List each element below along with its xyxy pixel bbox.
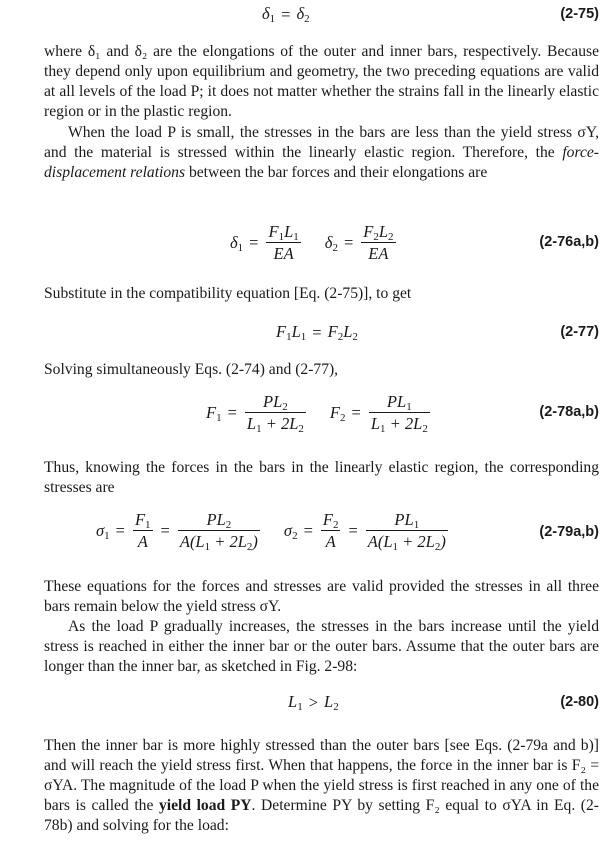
equation-2-78-body: $F_1$ = $\frac{PL_2}{L_1 + 2L_2}$ $F_2$ = $\frac{PL_1}{L_1 + 2L_2}$ [206,392,428,435]
equation-2-80-body: $L_1 > L_2$ [288,692,339,713]
equation-2-75 [44,2,599,46]
paragraph-load-increases: As the load P gradually increases, the stresses in the bars increase until the yield stress is reached in either the inner bar or the outer bars. Assume that the outer bars are longer than the inner bar, as sketched in Fig. 2-98: [44,618,599,675]
paragraph-small-load: When the load P is small, the stresses in the bars are less than the yield stress σY, and the material is stressed within the linearly elastic region. Therefore, the force-displacement relations between the bar forces and their elongations are [44,124,599,181]
equation-number: (2-76a,b) [539,234,599,250]
equation-2-80 [44,688,599,732]
equation-2-76-body: $\delta_1$ = $\frac{F_1L_1}{EA}$ $\delta_2$ = $\frac{F_2L_2}{EA}$ [230,222,394,263]
equation-2-79-body: $\sigma_1$ = $\frac{F_1}{A}$ = $\frac{PL_2}{A(L_1 + 2L_2)}$ $\sigma_2$ = $\frac{F_2}{A}$ = $\frac{PL_1}{A(L_1 + 2L_2)}$ [96,510,446,553]
paragraph-substitute: Substitute in the compatibility equation [Eq. (2-75)], to get [44,285,412,302]
equation-2-79 [44,510,599,560]
equation-number: (2-78a,b) [539,404,599,420]
equation-2-77-body: $F_1L_1 = F_2L_2$ [276,322,358,343]
paragraph-valid: These equations for the forces and stresses are valid provided the stresses in all three bars remain below the yield stress σY. [44,578,599,615]
paragraph-solving: Solving simultaneously Eqs. (2-74) and (2-77), [44,361,339,378]
equation-2-75-body: $\delta_1 = \delta_2$ [262,4,310,25]
equation-number: (2-75) [560,6,599,22]
equation-2-76 [44,222,599,270]
equation-number: (2-79a,b) [539,524,599,540]
equation-2-77 [44,316,599,360]
equation-number: (2-77) [560,324,599,340]
equation-2-78 [44,392,599,440]
equation-number: (2-80) [560,694,599,710]
paragraph-stresses: Thus, knowing the forces in the bars in the linearly elastic region, the corresponding stresses are [44,459,599,496]
paragraph-yield-load: Then the inner bar is more highly stressed than the outer bars [see Eqs. (2-79a and b)] and will reach the yield stress first. When that happens, the force in the inner bar is F₂ = σYA. The magnitude of the load P when the yield stress is first reached in any one of the bars is called the yield load PY. Determine PY by setting F₂ equal to σYA in Eq. (2-78b) and solving for the load: [44,737,599,834]
paragraph-elongations: where δ₁ and δ₂ are the elongations of the outer and inner bars, respectively. Because they depend only upon equilibrium and geometry, the two preceding equations are valid at all levels of the load P; it does not matter whether the strains fall in the linearly elastic region or in the plastic region. [44,43,599,120]
